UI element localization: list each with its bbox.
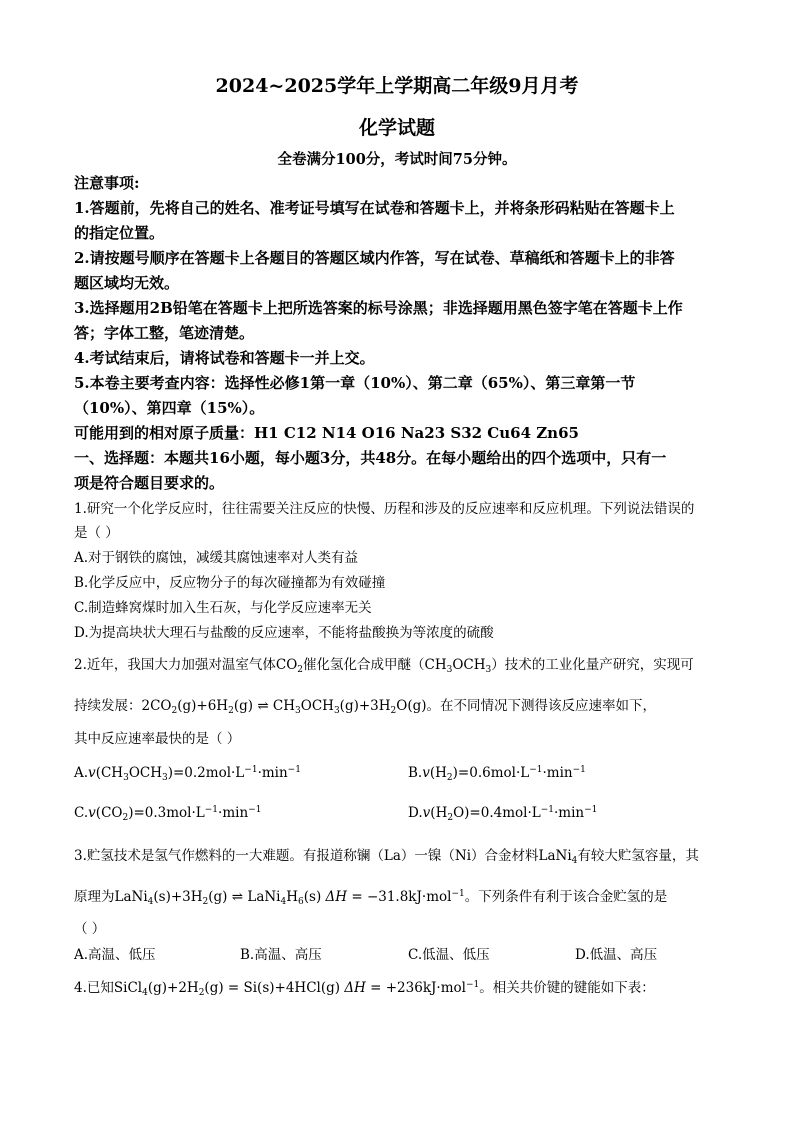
atomic-mass-line: 可能用到的相对原子质量：H1 C12 N14 O16 Na23 S32 Cu64 Zn65 (74, 424, 579, 442)
section-heading-cont: 项是符合题目要求的。 (74, 474, 225, 492)
score-time-note: 全卷满分100分，考试时间75分钟。 (277, 151, 517, 168)
q2-option-d: $D.v(H_2O)=0.4mol\cdot L^{-1}\cdot\min^{-1}$ (408, 805, 598, 823)
q2-equation: 持续发展：$2CO_2(g)+6H_2(g)$ ⇌ $CH_3OCH_3(g)+3H_2O(g)$。在不同情况下测得该反应速率如下， (74, 698, 657, 716)
q1-stem-cont: 是（ ） (74, 525, 119, 541)
notes-heading: 注意事项: (74, 174, 140, 192)
equilibrium-arrow-icon: ⇌ (231, 889, 244, 905)
note-line: 5.本卷主要考查内容：选择性必修1第一章（10%）、第二章（65%）、第三章第一节 (74, 374, 636, 392)
note-line: 1.答题前，先将自己的姓名、准考证号填写在试卷和答题卡上，并将条形码粘贴在答题卡上 (74, 199, 675, 217)
note-line: （10%）、第四章（15%）。 (74, 399, 265, 417)
note-line: 3.选择题用2B铅笔在答题卡上把所选答案的标号涂黑；非选择题用黑色签字笔在答题卡上作 (74, 299, 683, 317)
q1-option-a: A.对于钢铁的腐蚀，减缓其腐蚀速率对人类有益 (74, 550, 359, 566)
note-line: 的指定位置。 (74, 224, 165, 242)
subject-title: 化学试题 (358, 117, 435, 139)
q2-stem-cont: 其中反应速率最快的是（ ） (74, 731, 241, 747)
note-line: 题区域均无效。 (74, 274, 180, 292)
q3-equation: 原理为$LaNi_4(s)+3H_2(g)$ ⇌ $LaNi_4H_6(s) \Delta H = -31.8kJ\cdot mol^{-1}$。下列条件有利于该合金贮氢的是 (74, 889, 668, 907)
q3-option-b: B.高温、高压 (240, 947, 322, 963)
q1-stem: 1.研究一个化学反应时，往往需要关注反应的快慢、历程和涉及的反应速率和反应机理。下列说法错误的 (74, 501, 695, 517)
q3-option-c: C.低温、低压 (408, 947, 490, 963)
q1-option-b: B.化学反应中，反应物分子的每次碰撞都为有效碰撞 (74, 575, 386, 591)
q3-option-d: D.低温、高压 (575, 947, 658, 963)
q2-option-a: $A.v(CH_3OCH_3)=0.2mol\cdot L^{-1}\cdot\min^{-1}$ (74, 765, 301, 783)
q1-option-c: C.制造蜂窝煤时加入生石灰，与化学反应速率无关 (74, 600, 372, 616)
q3-option-a: A.高温、低压 (74, 947, 156, 963)
q3-stem-cont: （ ） (74, 921, 106, 937)
q1-option-d: D.为提高块状大理石与盐酸的反应速率，不能将盐酸换为等浓度的硫酸 (74, 625, 494, 641)
note-line: 4.考试结束后，请将试卷和答题卡一并上交。 (74, 349, 375, 367)
exam-title: 2024~2025学年上学期高二年级9月月考 (215, 75, 579, 97)
q2-stem: 2.近年，我国大力加强对温室气体$CO_2$催化氢化合成甲醚$(CH_3OCH_3)$技术的工业化量产研究，实现可 (74, 657, 694, 675)
q2-option-b: $B.v(H_2)=0.6mol\cdot L^{-1}\cdot\min^{-1}$ (408, 765, 586, 783)
q2-option-c: $C.v(CO_2)=0.3mol\cdot L^{-1}\cdot\min^{-1}$ (74, 805, 262, 823)
note-line: 2.请按题号顺序在答题卡上各题目的答题区域内作答，写在试卷、草稿纸和答题卡上的非答 (74, 249, 675, 267)
q4-stem: 4.已知$SiCl_4(g)+2H_2(g) = Si(s)+4HCl(g) \Delta H = +236kJ\cdot mol^{-1}$。相关共价键的键能如下表： (74, 980, 655, 998)
equilibrium-arrow-icon: ⇌ (257, 698, 269, 714)
note-line: 答；字体工整，笔迹清楚。 (74, 324, 255, 342)
section-heading: 一、选择题：本题共16小题，每小题3分，共48分。在每小题给出的四个选项中，只有一 (74, 449, 667, 467)
q3-stem: 3.贮氢技术是氢气作燃料的一大难题。有报道称镧（La）一镍（Ni）合金材料LaNi$_4$有较大贮氢容量，其 (74, 848, 699, 866)
